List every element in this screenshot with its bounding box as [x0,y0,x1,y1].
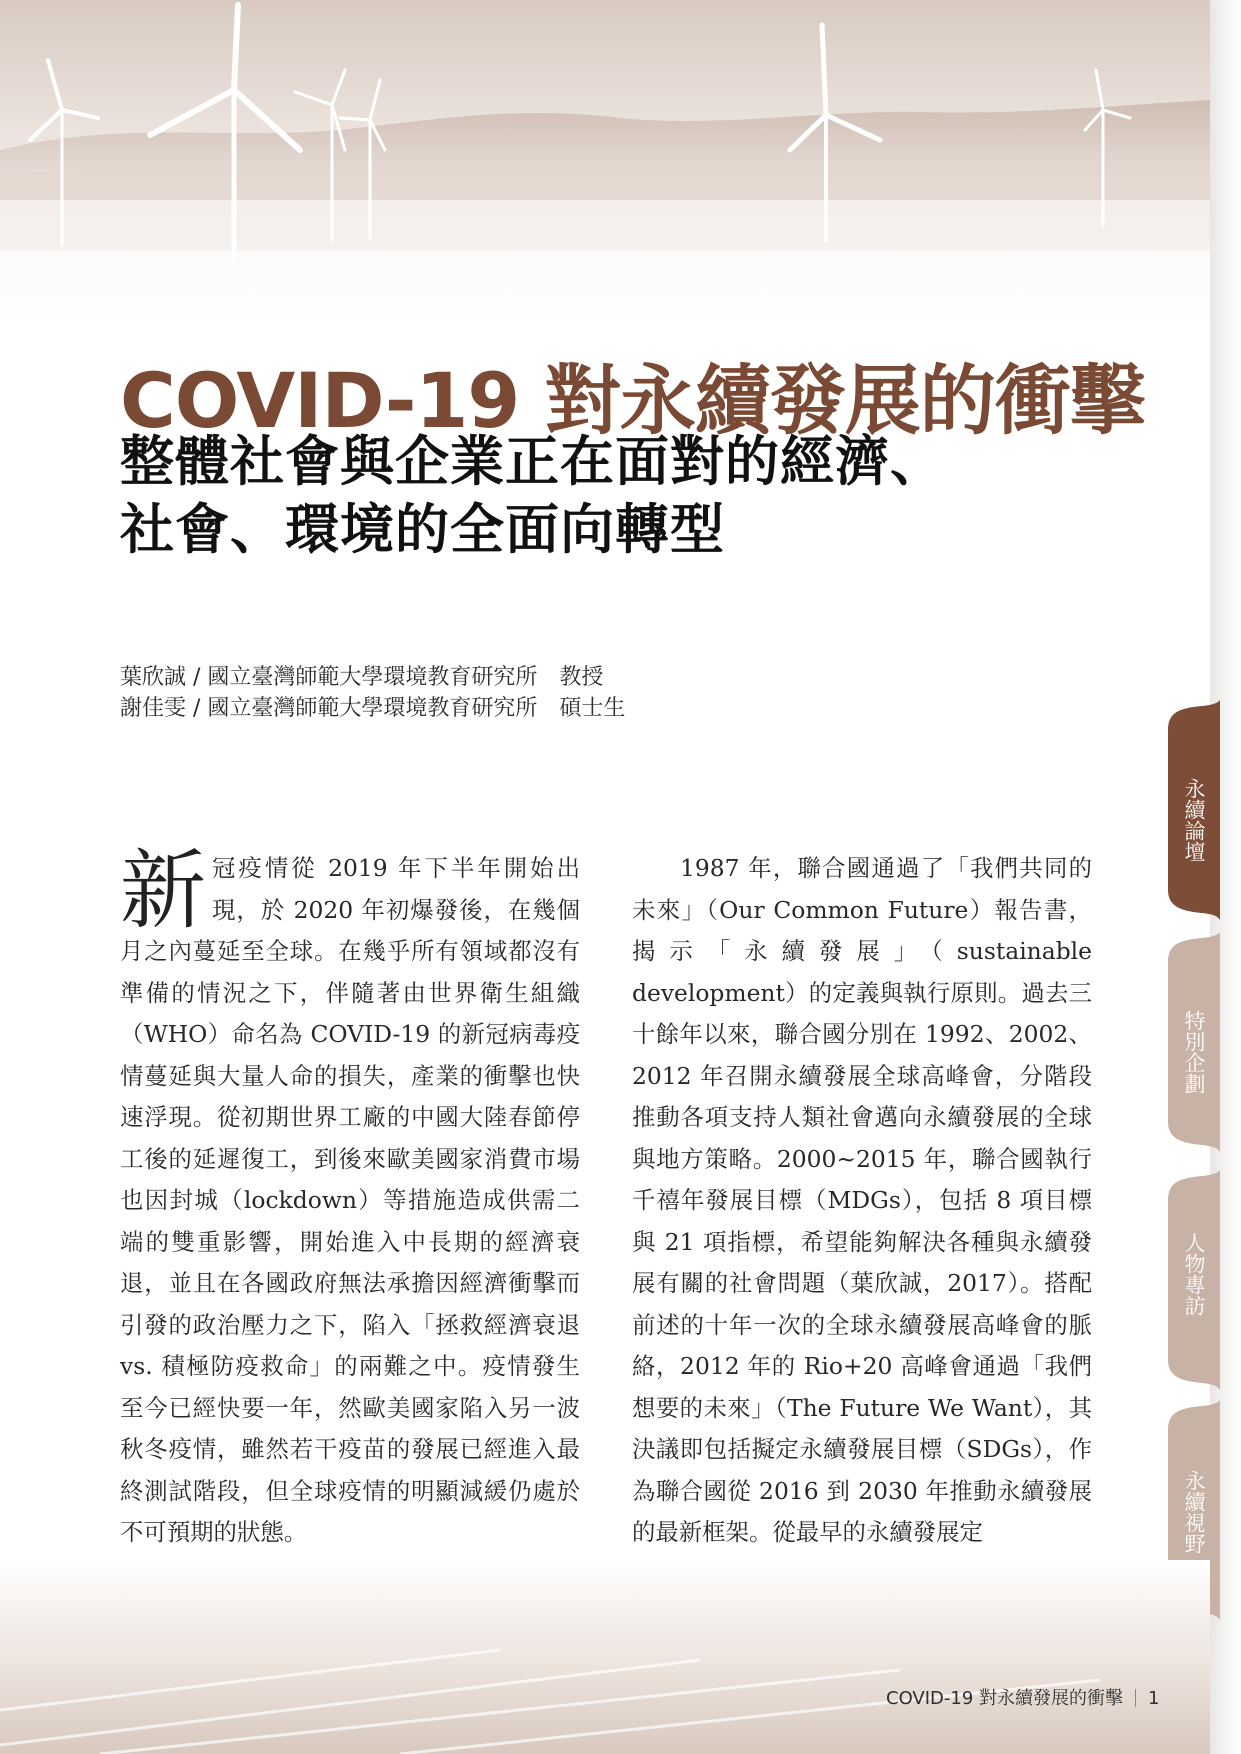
author-line: 謝佳雯 / 國立臺灣師範大學環境教育研究所 碩士生 [120,696,626,721]
footer-background-image [0,1560,1210,1754]
header-landscape-image [0,0,1210,330]
article-subtitle [120,428,1100,564]
paragraph-text: 冠疫情從 2019 年下半年開始出現，於 2020 年初爆發後，在幾個月之內蔓延至全球。在幾乎所有領域都沒有準備的情況之下，伴隨著由世界衛生組織（WHO）命名為 COVID-19 的新冠病毒疫情蔓延與大量人命的損失，產業的衝擊也快速浮現。從初期世界工廠的中國大陸春節停工後的延遲復工，到後來歐美國家消費市場也因封城（lockdown）等措施造成供需二端的雙重影響，開始進入中長期的經濟衰退，並且在各國政府無法承擔因經濟衝擊而引發的政治壓力之下，陷入「拯救經濟衰退 vs. 積極防疫救命」的兩難之中。疫情發生至今已經快要一年，然歐美國家陷入另一波秋冬疫情，雖然若干疫苗的發展已經進入最終測試階段，但全球疫情的明顯減緩仍處於不可預期的狀態。 [120,854,580,1546]
author-line: 葉欣誠 / 國立臺灣師範大學環境教育研究所 教授 [120,665,604,690]
subtitle-line: 社會、環境的全面向轉型 [120,498,725,561]
author-list [120,662,820,724]
footer-separator [1135,1689,1136,1707]
body-column-left [120,841,580,1554]
tab-label: 永續視野 [1182,1470,1206,1554]
side-tab-sustainability-forum[interactable] [1162,700,1222,920]
page-number: 1 [1148,1688,1160,1709]
side-tab-interview[interactable] [1162,1170,1222,1390]
running-title: COVID-19 對永續發展的衝擊 [886,1688,1124,1709]
tab-label: 人物專訪 [1182,1232,1206,1316]
tab-label: 永續論壇 [1182,778,1206,862]
body-column-right: 1987 年，聯合國通過了「我們共同的未來」（Our Common Future）報告書，揭示「永續發展」（sustainable development）的定義與執行原則。過去三十餘年以來，聯合國分別在 1992、2002、2012 年召開永續發展全球高峰會，分階段推動各項支持人類社會邁向永續發展的全球與地方策略。2000~2015 年，聯合國執行千禧年發展目標（MDGs），包括 8 項目標與 21 項指標，希望能夠解決各種與永續發展有關的社會問題（葉欣誠，2017）。搭配前述的十年一次的全球永續發展高峰會的脈絡，2012 年的 Rio+20 高峰會通過「我們想要的未來」（The Future We Want），其決議即包括擬定永續發展目標（SDGs），作為聯合國從 2016 到 2030 年推動永續發展的最新框架。從最早的永續發展定 [632,854,1092,1546]
drop-cap: 新 [120,841,206,941]
page-footer [886,1684,1186,1710]
subtitle-line: 整體社會與企業正在面對的經濟、 [120,430,945,493]
tab-label: 特別企劃 [1182,1010,1206,1094]
article-title: COVID-19 對永續發展的衝擊 [120,355,1145,445]
side-tab-special-feature[interactable] [1162,932,1222,1152]
